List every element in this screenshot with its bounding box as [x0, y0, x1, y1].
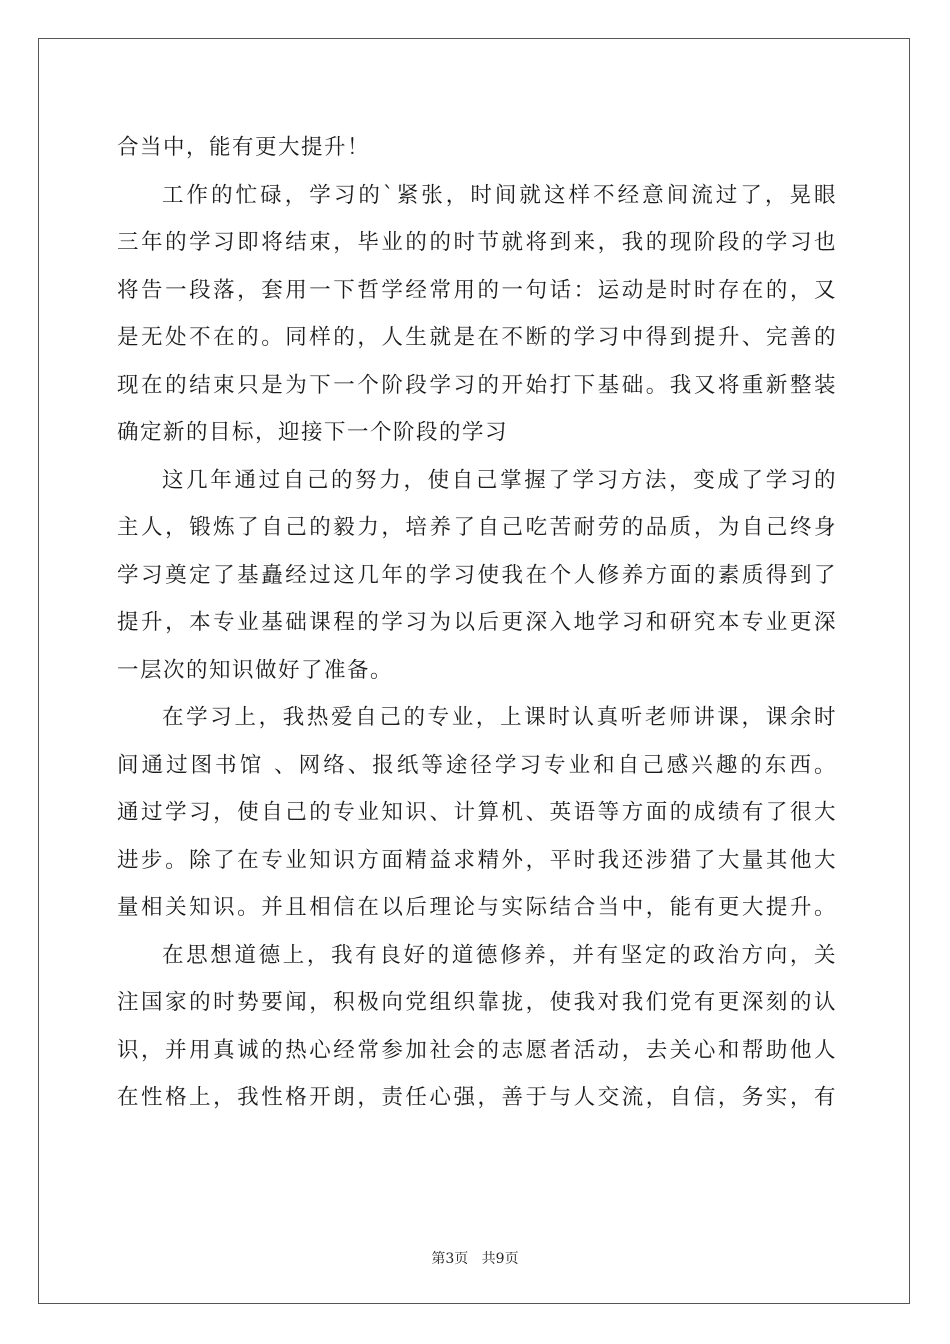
- text-line: 注国家的时势要闻，积极向党组织靠拢，使我对我们党有更深刻的认: [117, 990, 837, 1015]
- text-line: 间通过图书馆 、网络、报纸等途径学习专业和自己感兴趣的东西。: [117, 752, 837, 778]
- current-page-number: 第3页: [431, 1251, 469, 1267]
- text-line: 将告一段落，套用一下哲学经常用的一句话：运动是时时存在的，又: [117, 277, 837, 303]
- text-line: 是无处不在的。同样的，人生就是在不断的学习中得到提升、完善的: [117, 325, 837, 350]
- text-line: 确定新的目标，迎接下一个阶段的学习: [117, 420, 509, 445]
- text-line: 量相关知识。并且相信在以后理论与实际结合当中，能有更大提升。: [117, 895, 837, 920]
- text-line: 主人，锻炼了自己的毅力，培养了自己吃苦耐劳的品质，为自己终身: [117, 515, 837, 540]
- text-line: 学习奠定了基矗经过这几年的学习使我在个人修养方面的素质得到了: [117, 562, 837, 588]
- text-line: 合当中，能有更大提升！: [117, 135, 371, 160]
- text-line: 进步。除了在专业知识方面精益求精外，平时我还涉猎了大量其他大: [117, 847, 837, 873]
- text-line: 提升，本专业基础课程的学习为以后更深入地学习和研究本专业更深: [117, 610, 837, 635]
- text-line: 在思想道德上，我有良好的道德修养，并有坚定的政治方向，关: [162, 942, 837, 968]
- text-line: 在性格上，我性格开朗，责任心强，善于与人交流，自信，务实，有: [117, 1085, 837, 1110]
- page-footer: [0, 1248, 950, 1268]
- text-line: 这几年通过自己的努力，使自己掌握了学习方法，变成了学习的: [162, 467, 837, 493]
- total-pages: 共9页: [481, 1251, 519, 1267]
- text-line: 工作的忙碌，学习的`紧张，时间就这样不经意间流过了，晃眼: [162, 182, 837, 208]
- text-line: 通过学习，使自己的专业知识、计算机、英语等方面的成绩有了很大: [117, 800, 837, 825]
- text-line: 一层次的知识做好了准备。: [117, 657, 394, 683]
- document-body: [117, 124, 837, 1122]
- text-line: 在学习上，我热爱自己的专业，上课时认真听老师讲课，课余时: [162, 705, 837, 730]
- text-line: 现在的结束只是为下一个阶段学习的开始打下基础。我又将重新整装: [117, 372, 837, 398]
- text-line: 识，并用真诚的热心经常参加社会的志愿者活动，去关心和帮助他人: [117, 1037, 837, 1063]
- footer-spacer: [468, 1251, 481, 1267]
- text-line: 三年的学习即将结束，毕业的的时节就将到来，我的现阶段的学习也: [117, 230, 837, 255]
